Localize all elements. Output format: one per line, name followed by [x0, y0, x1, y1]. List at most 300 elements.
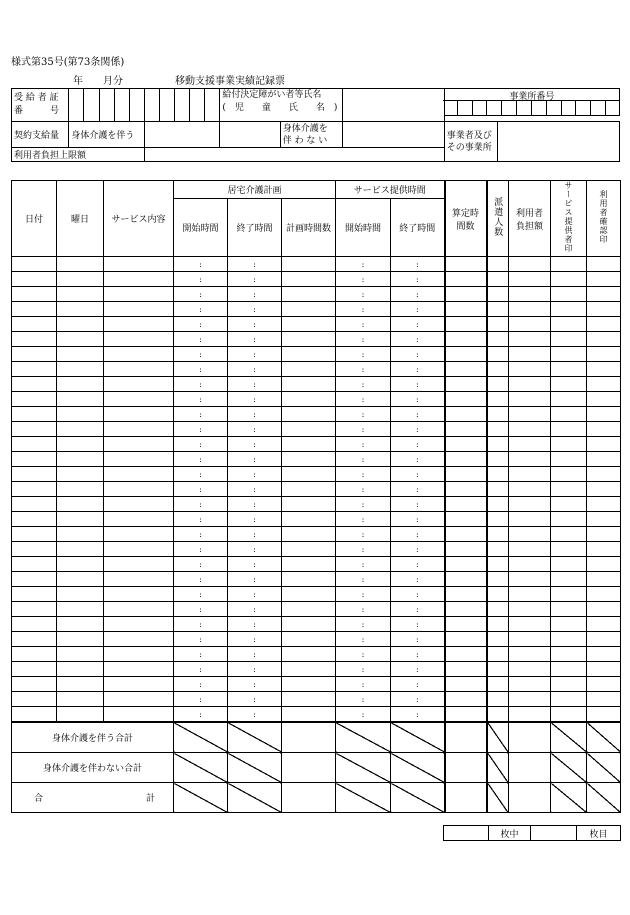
record-cell[interactable]	[57, 272, 104, 287]
record-cell[interactable]	[509, 557, 551, 572]
record-cell[interactable]	[282, 332, 336, 347]
record-cell[interactable]	[282, 692, 336, 707]
record-cell[interactable]	[57, 632, 104, 647]
record-cell[interactable]	[104, 587, 174, 602]
cert-digit[interactable]	[190, 89, 205, 122]
record-cell[interactable]	[509, 317, 551, 332]
time-cell[interactable]: :	[228, 662, 282, 677]
record-cell[interactable]	[587, 497, 621, 512]
record-cell[interactable]	[12, 587, 57, 602]
record-cell[interactable]	[104, 647, 174, 662]
record-cell[interactable]	[104, 482, 174, 497]
record-cell[interactable]	[445, 497, 487, 512]
time-cell[interactable]: :	[228, 542, 282, 557]
record-cell[interactable]	[509, 452, 551, 467]
record-cell[interactable]	[104, 437, 174, 452]
record-cell[interactable]	[57, 482, 104, 497]
record-cell[interactable]	[551, 647, 587, 662]
record-cell[interactable]	[509, 692, 551, 707]
record-cell[interactable]	[445, 377, 487, 392]
time-cell[interactable]: :	[228, 692, 282, 707]
record-cell[interactable]	[12, 542, 57, 557]
time-cell[interactable]: :	[391, 617, 445, 632]
total-user-burden[interactable]	[509, 783, 551, 813]
time-cell[interactable]: :	[228, 677, 282, 692]
record-cell[interactable]	[509, 512, 551, 527]
time-cell[interactable]: :	[174, 527, 228, 542]
record-cell[interactable]	[282, 392, 336, 407]
record-cell[interactable]	[445, 452, 487, 467]
record-cell[interactable]	[445, 407, 487, 422]
office-digit[interactable]	[487, 101, 502, 115]
record-cell[interactable]	[282, 302, 336, 317]
time-cell[interactable]: :	[174, 302, 228, 317]
record-cell[interactable]	[445, 287, 487, 302]
record-cell[interactable]	[282, 707, 336, 723]
total-calc-hours[interactable]	[445, 783, 487, 813]
record-cell[interactable]	[12, 437, 57, 452]
record-cell[interactable]	[587, 572, 621, 587]
record-cell[interactable]	[12, 422, 57, 437]
record-cell[interactable]	[282, 467, 336, 482]
record-cell[interactable]	[104, 662, 174, 677]
record-cell[interactable]	[551, 452, 587, 467]
time-cell[interactable]: :	[391, 287, 445, 302]
time-cell[interactable]: :	[174, 542, 228, 557]
record-cell[interactable]	[57, 257, 104, 272]
cert-digit[interactable]	[69, 89, 84, 122]
record-cell[interactable]	[57, 617, 104, 632]
record-cell[interactable]	[12, 467, 57, 482]
record-cell[interactable]	[282, 587, 336, 602]
time-cell[interactable]: :	[391, 407, 445, 422]
record-cell[interactable]	[104, 377, 174, 392]
record-cell[interactable]	[445, 332, 487, 347]
record-cell[interactable]	[587, 542, 621, 557]
time-cell[interactable]: :	[174, 647, 228, 662]
record-cell[interactable]	[551, 602, 587, 617]
record-cell[interactable]	[487, 392, 509, 407]
time-cell[interactable]: :	[228, 632, 282, 647]
time-cell[interactable]: :	[174, 332, 228, 347]
time-cell[interactable]: :	[228, 497, 282, 512]
record-cell[interactable]	[551, 632, 587, 647]
time-cell[interactable]: :	[336, 602, 391, 617]
time-cell[interactable]: :	[336, 407, 391, 422]
time-cell[interactable]: :	[336, 647, 391, 662]
time-cell[interactable]: :	[336, 497, 391, 512]
cert-digit[interactable]	[159, 89, 174, 122]
record-cell[interactable]	[487, 497, 509, 512]
time-cell[interactable]: :	[174, 512, 228, 527]
record-cell[interactable]	[12, 452, 57, 467]
record-cell[interactable]	[509, 647, 551, 662]
time-cell[interactable]: :	[174, 602, 228, 617]
time-cell[interactable]: :	[228, 572, 282, 587]
record-cell[interactable]	[57, 467, 104, 482]
record-cell[interactable]	[57, 497, 104, 512]
time-cell[interactable]: :	[228, 317, 282, 332]
record-cell[interactable]	[587, 347, 621, 362]
record-cell[interactable]	[282, 572, 336, 587]
record-cell[interactable]	[57, 437, 104, 452]
time-cell[interactable]: :	[174, 692, 228, 707]
record-cell[interactable]	[509, 467, 551, 482]
time-cell[interactable]: :	[336, 437, 391, 452]
time-cell[interactable]: :	[336, 707, 391, 723]
record-cell[interactable]	[587, 452, 621, 467]
record-cell[interactable]	[12, 527, 57, 542]
record-cell[interactable]	[12, 302, 57, 317]
record-cell[interactable]	[587, 632, 621, 647]
record-cell[interactable]	[445, 602, 487, 617]
record-cell[interactable]	[587, 587, 621, 602]
record-cell[interactable]	[104, 572, 174, 587]
record-cell[interactable]	[551, 302, 587, 317]
cert-digit[interactable]	[114, 89, 129, 122]
record-cell[interactable]	[12, 602, 57, 617]
record-cell[interactable]	[587, 677, 621, 692]
record-cell[interactable]	[551, 497, 587, 512]
time-cell[interactable]: :	[174, 482, 228, 497]
record-cell[interactable]	[487, 557, 509, 572]
time-cell[interactable]: :	[228, 467, 282, 482]
office-digit[interactable]	[458, 101, 473, 115]
record-cell[interactable]	[509, 377, 551, 392]
record-cell[interactable]	[487, 347, 509, 362]
time-cell[interactable]: :	[228, 332, 282, 347]
record-cell[interactable]	[282, 602, 336, 617]
record-cell[interactable]	[551, 542, 587, 557]
record-cell[interactable]	[487, 452, 509, 467]
total-sheets-field[interactable]	[444, 826, 489, 841]
record-cell[interactable]	[445, 527, 487, 542]
record-cell[interactable]	[12, 692, 57, 707]
record-cell[interactable]	[587, 407, 621, 422]
record-cell[interactable]	[445, 557, 487, 572]
record-cell[interactable]	[445, 347, 487, 362]
record-cell[interactable]	[551, 407, 587, 422]
time-cell[interactable]: :	[228, 287, 282, 302]
record-cell[interactable]	[445, 317, 487, 332]
time-cell[interactable]: :	[391, 677, 445, 692]
record-cell[interactable]	[12, 632, 57, 647]
record-cell[interactable]	[509, 632, 551, 647]
record-cell[interactable]	[487, 482, 509, 497]
record-cell[interactable]	[509, 707, 551, 723]
time-cell[interactable]: :	[174, 662, 228, 677]
sheet-number-field[interactable]	[531, 826, 577, 841]
record-cell[interactable]	[445, 302, 487, 317]
record-cell[interactable]	[587, 362, 621, 377]
record-cell[interactable]	[12, 272, 57, 287]
record-cell[interactable]	[587, 392, 621, 407]
record-cell[interactable]	[445, 662, 487, 677]
record-cell[interactable]	[509, 392, 551, 407]
time-cell[interactable]: :	[228, 617, 282, 632]
time-cell[interactable]: :	[174, 362, 228, 377]
record-cell[interactable]	[587, 662, 621, 677]
record-cell[interactable]	[282, 437, 336, 452]
record-cell[interactable]	[551, 377, 587, 392]
record-cell[interactable]	[551, 272, 587, 287]
time-cell[interactable]: :	[228, 707, 282, 723]
office-digit[interactable]	[517, 101, 532, 115]
record-cell[interactable]	[587, 602, 621, 617]
record-cell[interactable]	[445, 482, 487, 497]
time-cell[interactable]: :	[174, 587, 228, 602]
record-cell[interactable]	[104, 632, 174, 647]
time-cell[interactable]: :	[174, 632, 228, 647]
record-cell[interactable]	[487, 632, 509, 647]
time-cell[interactable]: :	[336, 482, 391, 497]
record-cell[interactable]	[104, 332, 174, 347]
record-cell[interactable]	[282, 512, 336, 527]
time-cell[interactable]: :	[336, 332, 391, 347]
record-cell[interactable]	[587, 512, 621, 527]
time-cell[interactable]: :	[174, 407, 228, 422]
time-cell[interactable]: :	[391, 362, 445, 377]
record-cell[interactable]	[551, 392, 587, 407]
record-cell[interactable]	[445, 572, 487, 587]
time-cell[interactable]: :	[391, 467, 445, 482]
record-cell[interactable]	[551, 362, 587, 377]
time-cell[interactable]: :	[228, 392, 282, 407]
record-cell[interactable]	[587, 437, 621, 452]
record-cell[interactable]	[487, 692, 509, 707]
time-cell[interactable]: :	[336, 677, 391, 692]
record-cell[interactable]	[104, 542, 174, 557]
time-cell[interactable]: :	[391, 497, 445, 512]
record-cell[interactable]	[487, 707, 509, 723]
record-cell[interactable]	[551, 527, 587, 542]
record-cell[interactable]	[104, 272, 174, 287]
time-cell[interactable]: :	[174, 392, 228, 407]
record-cell[interactable]	[551, 662, 587, 677]
record-cell[interactable]	[12, 677, 57, 692]
record-cell[interactable]	[104, 452, 174, 467]
record-cell[interactable]	[445, 542, 487, 557]
record-cell[interactable]	[282, 377, 336, 392]
record-cell[interactable]	[551, 482, 587, 497]
record-cell[interactable]	[104, 527, 174, 542]
record-cell[interactable]	[445, 467, 487, 482]
without-care-field[interactable]	[343, 122, 445, 148]
record-cell[interactable]	[487, 647, 509, 662]
time-cell[interactable]: :	[228, 437, 282, 452]
time-cell[interactable]: :	[336, 452, 391, 467]
record-cell[interactable]	[104, 512, 174, 527]
record-cell[interactable]	[282, 272, 336, 287]
record-cell[interactable]	[282, 677, 336, 692]
record-cell[interactable]	[509, 677, 551, 692]
record-cell[interactable]	[551, 692, 587, 707]
time-cell[interactable]: :	[174, 377, 228, 392]
cert-digit[interactable]	[205, 89, 220, 122]
record-cell[interactable]	[12, 257, 57, 272]
time-cell[interactable]: :	[228, 452, 282, 467]
time-cell[interactable]: :	[336, 392, 391, 407]
time-cell[interactable]: :	[336, 467, 391, 482]
time-cell[interactable]: :	[391, 377, 445, 392]
record-cell[interactable]	[445, 617, 487, 632]
record-cell[interactable]	[487, 602, 509, 617]
time-cell[interactable]: :	[391, 662, 445, 677]
time-cell[interactable]: :	[174, 452, 228, 467]
time-cell[interactable]: :	[228, 407, 282, 422]
time-cell[interactable]: :	[228, 347, 282, 362]
record-cell[interactable]	[282, 632, 336, 647]
record-cell[interactable]	[104, 602, 174, 617]
record-cell[interactable]	[282, 557, 336, 572]
record-cell[interactable]	[509, 662, 551, 677]
record-cell[interactable]	[487, 287, 509, 302]
record-cell[interactable]	[509, 407, 551, 422]
record-cell[interactable]	[487, 317, 509, 332]
time-cell[interactable]: :	[391, 542, 445, 557]
record-cell[interactable]	[445, 392, 487, 407]
record-cell[interactable]	[587, 257, 621, 272]
office-digit[interactable]	[562, 101, 577, 115]
time-cell[interactable]: :	[391, 632, 445, 647]
record-cell[interactable]	[104, 692, 174, 707]
record-cell[interactable]	[12, 332, 57, 347]
total-plan-hours[interactable]	[282, 783, 336, 813]
time-cell[interactable]: :	[228, 557, 282, 572]
record-cell[interactable]	[587, 557, 621, 572]
record-cell[interactable]	[587, 332, 621, 347]
record-cell[interactable]	[445, 647, 487, 662]
record-cell[interactable]	[587, 527, 621, 542]
time-cell[interactable]: :	[336, 557, 391, 572]
record-cell[interactable]	[282, 452, 336, 467]
record-cell[interactable]	[57, 287, 104, 302]
time-cell[interactable]: :	[391, 452, 445, 467]
record-cell[interactable]	[12, 512, 57, 527]
time-cell[interactable]: :	[391, 557, 445, 572]
record-cell[interactable]	[12, 707, 57, 723]
record-cell[interactable]	[509, 587, 551, 602]
record-cell[interactable]	[509, 572, 551, 587]
office-digit[interactable]	[547, 101, 562, 115]
record-cell[interactable]	[587, 272, 621, 287]
time-cell[interactable]: :	[336, 377, 391, 392]
time-cell[interactable]: :	[174, 317, 228, 332]
time-cell[interactable]: :	[336, 302, 391, 317]
time-cell[interactable]: :	[228, 257, 282, 272]
time-cell[interactable]: :	[174, 572, 228, 587]
time-cell[interactable]: :	[228, 422, 282, 437]
record-cell[interactable]	[104, 302, 174, 317]
record-cell[interactable]	[487, 512, 509, 527]
cert-digit[interactable]	[144, 89, 159, 122]
record-cell[interactable]	[487, 302, 509, 317]
record-cell[interactable]	[487, 527, 509, 542]
time-cell[interactable]: :	[228, 527, 282, 542]
record-cell[interactable]	[509, 482, 551, 497]
record-cell[interactable]	[487, 257, 509, 272]
record-cell[interactable]	[57, 647, 104, 662]
record-cell[interactable]	[551, 257, 587, 272]
time-cell[interactable]: :	[174, 272, 228, 287]
record-cell[interactable]	[282, 482, 336, 497]
record-cell[interactable]	[509, 527, 551, 542]
record-cell[interactable]	[104, 392, 174, 407]
time-cell[interactable]: :	[174, 467, 228, 482]
record-cell[interactable]	[282, 287, 336, 302]
time-cell[interactable]: :	[391, 647, 445, 662]
record-cell[interactable]	[104, 677, 174, 692]
record-cell[interactable]	[57, 512, 104, 527]
record-cell[interactable]	[487, 332, 509, 347]
record-cell[interactable]	[12, 482, 57, 497]
record-cell[interactable]	[57, 392, 104, 407]
record-cell[interactable]	[282, 617, 336, 632]
record-cell[interactable]	[487, 587, 509, 602]
record-cell[interactable]	[104, 557, 174, 572]
record-cell[interactable]	[551, 587, 587, 602]
record-cell[interactable]	[57, 422, 104, 437]
time-cell[interactable]: :	[228, 302, 282, 317]
record-cell[interactable]	[551, 572, 587, 587]
time-cell[interactable]: :	[336, 527, 391, 542]
beneficiary-name-field[interactable]	[343, 89, 445, 122]
record-cell[interactable]	[12, 572, 57, 587]
record-cell[interactable]	[509, 332, 551, 347]
record-cell[interactable]	[282, 497, 336, 512]
record-cell[interactable]	[587, 422, 621, 437]
time-cell[interactable]: :	[228, 272, 282, 287]
record-cell[interactable]	[12, 347, 57, 362]
record-cell[interactable]	[587, 467, 621, 482]
time-cell[interactable]: :	[391, 587, 445, 602]
time-cell[interactable]: :	[391, 257, 445, 272]
time-cell[interactable]: :	[391, 572, 445, 587]
record-cell[interactable]	[445, 587, 487, 602]
time-cell[interactable]: :	[174, 257, 228, 272]
time-cell[interactable]: :	[391, 347, 445, 362]
cert-digit[interactable]	[129, 89, 144, 122]
record-cell[interactable]	[12, 497, 57, 512]
record-cell[interactable]	[445, 362, 487, 377]
record-cell[interactable]	[282, 542, 336, 557]
total-plan-hours[interactable]	[282, 722, 336, 753]
record-cell[interactable]	[445, 677, 487, 692]
time-cell[interactable]: :	[174, 617, 228, 632]
record-cell[interactable]	[445, 257, 487, 272]
time-cell[interactable]: :	[336, 572, 391, 587]
time-cell[interactable]: :	[336, 617, 391, 632]
record-cell[interactable]	[12, 617, 57, 632]
record-cell[interactable]	[282, 647, 336, 662]
record-cell[interactable]	[487, 362, 509, 377]
office-digit[interactable]	[606, 101, 620, 115]
time-cell[interactable]: :	[391, 692, 445, 707]
total-user-burden[interactable]	[509, 753, 551, 783]
record-cell[interactable]	[445, 437, 487, 452]
record-cell[interactable]	[104, 707, 174, 723]
record-cell[interactable]	[57, 332, 104, 347]
record-cell[interactable]	[282, 317, 336, 332]
time-cell[interactable]: :	[336, 257, 391, 272]
record-cell[interactable]	[104, 407, 174, 422]
record-cell[interactable]	[104, 467, 174, 482]
record-cell[interactable]	[587, 287, 621, 302]
time-cell[interactable]: :	[336, 317, 391, 332]
time-cell[interactable]: :	[391, 272, 445, 287]
record-cell[interactable]	[104, 257, 174, 272]
time-cell[interactable]: :	[174, 422, 228, 437]
